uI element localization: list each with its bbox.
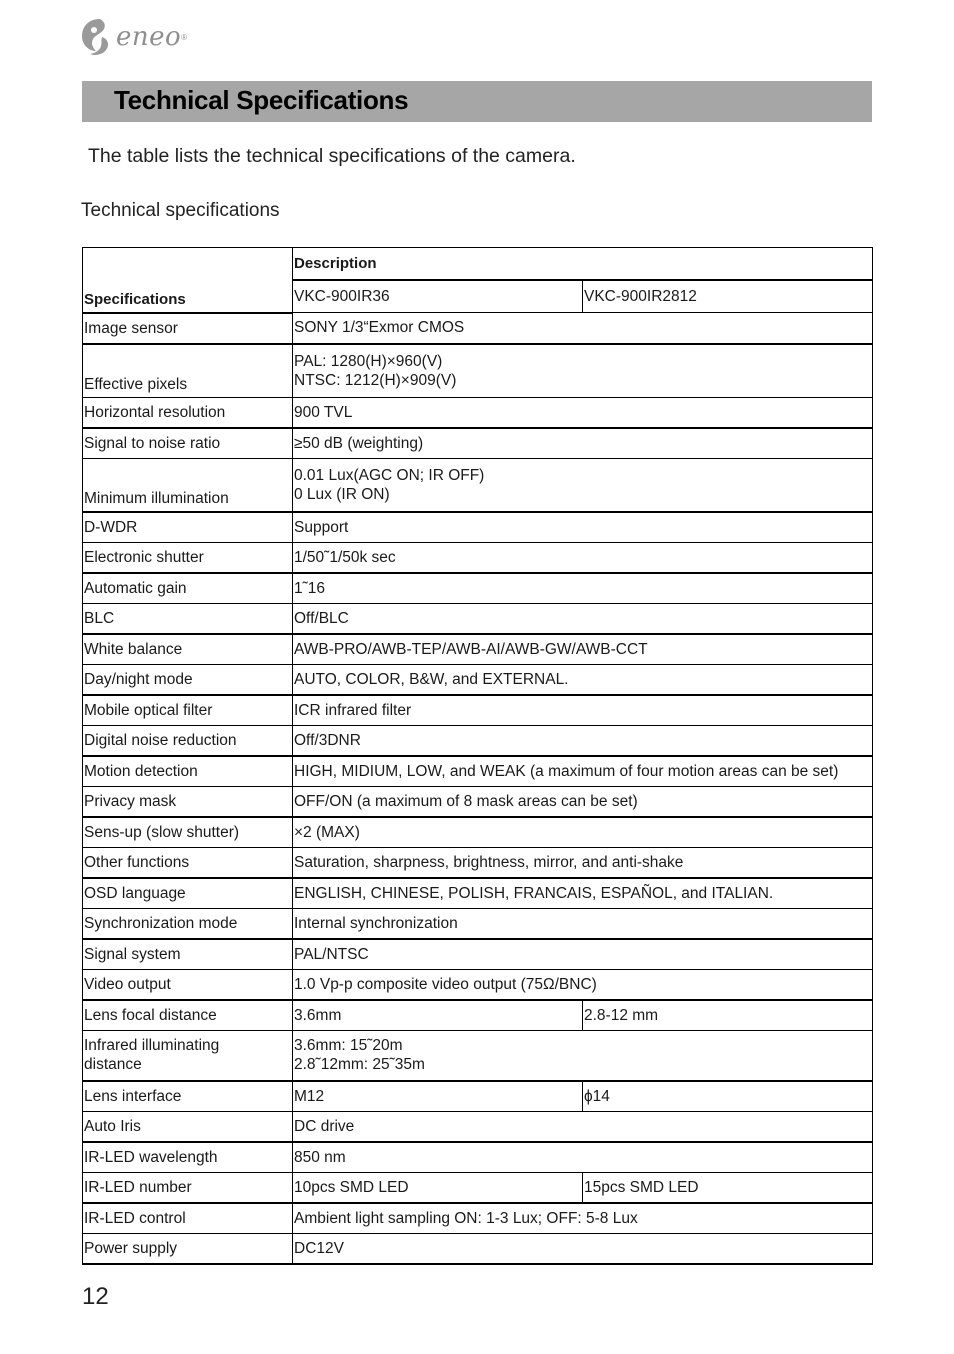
table-row	[83, 1081, 873, 1112]
spec-value: Off/BLC	[293, 603, 873, 634]
eneo-logo	[80, 16, 187, 58]
table-row	[83, 1172, 873, 1203]
table-header-row	[83, 248, 873, 281]
spec-name: Lens interface	[83, 1081, 293, 1112]
spec-name: OSD language	[83, 878, 293, 909]
spec-name: Auto Iris	[83, 1111, 293, 1142]
spec-value-a: M12	[293, 1081, 583, 1112]
page-number: 12	[82, 1283, 109, 1310]
table-row	[83, 725, 873, 756]
spec-value: 850 nm	[293, 1142, 873, 1173]
spec-value-line: 2.8˜12mm: 25˜35m	[294, 1056, 425, 1073]
table-row	[83, 512, 873, 543]
spec-name: Sens-up (slow shutter)	[83, 817, 293, 848]
spec-value: PAL/NTSC	[293, 939, 873, 970]
spec-name: Video output	[83, 969, 293, 1000]
brand-name: eneo	[116, 22, 182, 52]
table-row	[83, 313, 873, 344]
table-row	[83, 939, 873, 970]
spec-name: Motion detection	[83, 756, 293, 787]
spec-value: 1˜16	[293, 573, 873, 604]
spec-name: Electronic shutter	[83, 542, 293, 573]
table-row	[83, 603, 873, 634]
table-row	[83, 458, 873, 512]
spec-name: Signal to noise ratio	[83, 428, 293, 459]
spec-value: DC drive	[293, 1111, 873, 1142]
spec-value: Saturation, sharpness, brightness, mirror, and anti-shake	[293, 847, 873, 878]
intro-text: The table lists the technical specifications of the camera.	[88, 145, 576, 167]
header-specifications: Specifications	[83, 248, 293, 313]
spec-value: ICR infrared filter	[293, 695, 873, 726]
table-row	[83, 1203, 873, 1234]
spec-name: Privacy mask	[83, 786, 293, 817]
spec-value: Ambient light sampling ON: 1-3 Lux; OFF: 5-8 Lux	[293, 1203, 873, 1234]
spec-value	[293, 458, 873, 512]
table-row	[83, 664, 873, 695]
spec-value: Off/3DNR	[293, 725, 873, 756]
spec-name: BLC	[83, 603, 293, 634]
spec-name: Power supply	[83, 1233, 293, 1264]
spec-value	[293, 1030, 873, 1081]
spec-name: White balance	[83, 634, 293, 665]
spec-name: Mobile optical filter	[83, 695, 293, 726]
spec-value: ENGLISH, CHINESE, POLISH, FRANCAIS, ESPAÑOL, and ITALIAN.	[293, 878, 873, 909]
spec-value-line: 3.6mm: 15˜20m	[294, 1037, 403, 1054]
eneo-swirl-icon	[80, 17, 114, 57]
spec-value-line: 0.01 Lux(AGC ON; IR OFF)	[294, 466, 485, 484]
table-row	[83, 756, 873, 787]
spec-value: 900 TVL	[293, 397, 873, 428]
spec-name-line: distance	[84, 1056, 142, 1073]
spec-name: Automatic gain	[83, 573, 293, 604]
spec-value: SONY 1/3“Exmor CMOS	[293, 313, 873, 344]
spec-value	[293, 344, 873, 398]
spec-value: AWB-PRO/AWB-TEP/AWB-AI/AWB-GW/AWB-CCT	[293, 634, 873, 665]
table-row	[83, 1000, 873, 1031]
table-row	[83, 817, 873, 848]
table-row	[83, 397, 873, 428]
spec-value-line: 0 Lux (IR ON)	[294, 485, 390, 503]
spec-name: IR-LED number	[83, 1172, 293, 1203]
title-bar	[82, 81, 872, 122]
spec-name-line: Infrared illuminating	[84, 1037, 220, 1054]
table-row	[83, 695, 873, 726]
spec-value-line: PAL: 1280(H)×960(V)	[294, 352, 443, 370]
spec-table	[82, 247, 873, 1265]
spec-value: 1/50˜1/50k sec	[293, 542, 873, 573]
spec-value: ×2 (MAX)	[293, 817, 873, 848]
table-row	[83, 786, 873, 817]
model-b: VKC-900IR2812	[583, 280, 873, 313]
spec-name: Lens focal distance	[83, 1000, 293, 1031]
spec-name: Other functions	[83, 847, 293, 878]
spec-name: Synchronization mode	[83, 908, 293, 939]
spec-name: Effective pixels	[83, 344, 293, 398]
table-row	[83, 1111, 873, 1142]
spec-name: Image sensor	[83, 313, 293, 344]
spec-value-b: 2.8-12 mm	[583, 1000, 873, 1031]
spec-name: Horizontal resolution	[83, 397, 293, 428]
table-row	[83, 969, 873, 1000]
table-row	[83, 344, 873, 398]
table-row	[83, 847, 873, 878]
page-title: Technical Specifications	[114, 85, 409, 115]
spec-value: AUTO, COLOR, B&W, and EXTERNAL.	[293, 664, 873, 695]
model-a: VKC-900IR36	[293, 280, 583, 313]
spec-name: Digital noise reduction	[83, 725, 293, 756]
spec-value: OFF/ON (a maximum of 8 mask areas can be set)	[293, 786, 873, 817]
spec-value-b: 15pcs SMD LED	[583, 1172, 873, 1203]
table-row	[83, 878, 873, 909]
table-row	[83, 428, 873, 459]
table-row	[83, 573, 873, 604]
spec-value-a: 10pcs SMD LED	[293, 1172, 583, 1203]
table-row	[83, 1233, 873, 1264]
spec-value: DC12V	[293, 1233, 873, 1264]
spec-name	[83, 1030, 293, 1081]
spec-name: IR-LED control	[83, 1203, 293, 1234]
spec-value-a: 3.6mm	[293, 1000, 583, 1031]
table-row	[83, 634, 873, 665]
header-description: Description	[293, 248, 873, 281]
table-row	[83, 1142, 873, 1173]
spec-name: Day/night mode	[83, 664, 293, 695]
spec-value: Internal synchronization	[293, 908, 873, 939]
table-row	[83, 908, 873, 939]
spec-name: Signal system	[83, 939, 293, 970]
spec-value-b: ϕ14	[583, 1081, 873, 1112]
spec-value: ≥50 dB (weighting)	[293, 428, 873, 459]
spec-value: HIGH, MIDIUM, LOW, and WEAK (a maximum of four motion areas can be set)	[293, 756, 873, 787]
spec-name: IR-LED wavelength	[83, 1142, 293, 1173]
table-row	[83, 1030, 873, 1081]
spec-name: Minimum illumination	[83, 458, 293, 512]
spec-name: D-WDR	[83, 512, 293, 543]
registered-mark: ®	[181, 32, 188, 42]
table-row	[83, 542, 873, 573]
spec-value: Support	[293, 512, 873, 543]
spec-value: 1.0 Vp-p composite video output (75Ω/BNC)	[293, 969, 873, 1000]
spec-value-line: NTSC: 1212(H)×909(V)	[294, 371, 457, 389]
table-caption: Technical specifications	[81, 200, 280, 221]
